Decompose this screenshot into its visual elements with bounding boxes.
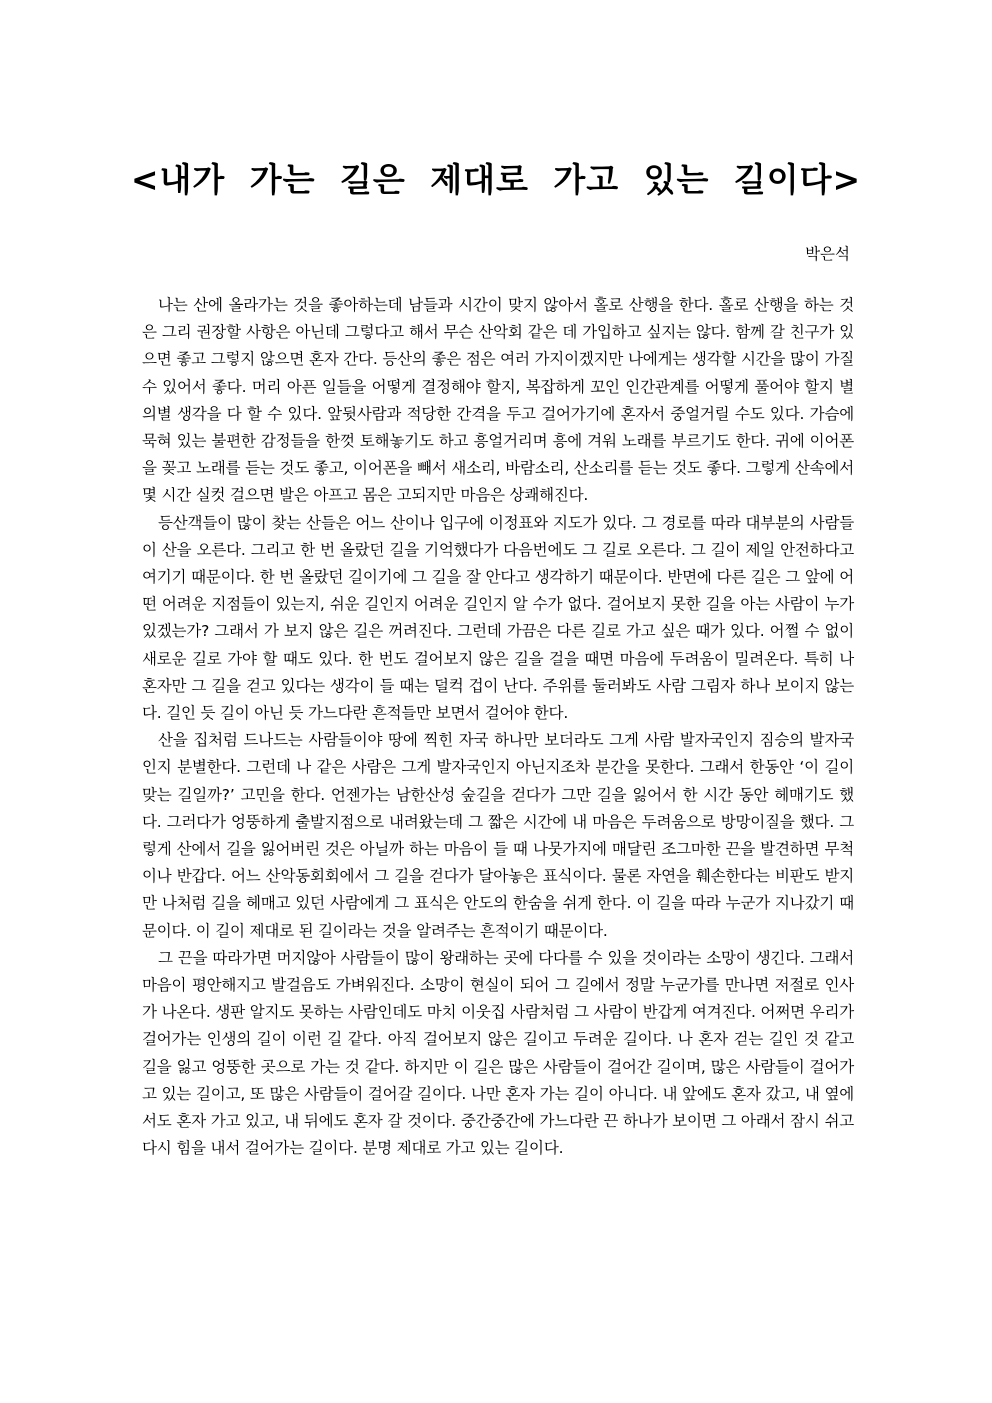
author-name: 박은석: [805, 245, 850, 263]
paragraph-2: 등산객들이 많이 찾는 산들은 어느 산이나 입구에 이정표와 지도가 있다. 그 경로를 따라 대부분의 사람들이 산을 오른다. 그리고 한 번 올랐던 길을 기억했다가 다음번에도 그 길로 오른다. 그 길이 제일 안전하다고 여기기 때문이다. 한 번 올랐던 길이기에 그 길을 잘 안다고 생각하기 때문이다. 반면에 다른 길은 그 앞에 어떤 어려운 지점들이 있는지, 쉬운 길인지 어려운 길인지 알 수가 없다. 걸어보지 못한 길을 아는 사람이 누가 있겠는가? 그래서 가 보지 않은 길은 꺼려진다. 그런데 가끔은 다른 길로 가고 싶은 때가 있다. 어쩔 수 없이 새로운 길로 가야 할 때도 있다. 한 번도 걸어보지 않은 길을 걸을 때면 마음에 두려움이 밀려온다. 특히 나 혼자만 그 길을 걷고 있다는 생각이 들 때는 덜컥 겁이 난다. 주위를 둘러봐도 사람 그림자 하나 보이지 않는다. 길인 듯 길이 아닌 듯 가느다란 흔적들만 보면서 걸어야 한다.: [142, 513, 854, 723]
paragraph-1: 나는 산에 올라가는 것을 좋아하는데 남들과 시간이 맞지 않아서 홀로 산행을 한다. 홀로 산행을 하는 것은 그리 권장할 사항은 아닌데 그렇다고 해서 무슨 산악회 같은 데 가입하고 싶지는 않다. 함께 갈 친구가 있으면 좋고 그렇지 않으면 혼자 간다. 등산의 좋은 점은 여러 가지이겠지만 나에게는 생각할 시간을 많이 가질 수 있어서 좋다. 머리 아픈 일들을 어떻게 결정해야 할지, 복잡하게 꼬인 인간관계를 어떻게 풀어야 할지 별의별 생각을 다 할 수 있다. 앞뒷사람과 적당한 간격을 두고 걸어가기에 혼자서 중얼거릴 수도 있다. 가슴에 묵혀 있는 불편한 감정들을 한껏 토해놓기도 하고 흥얼거리며 흥에 겨워 노래를 부르기도 한다. 귀에 이어폰을 꽂고 노래를 듣는 것도 좋고, 이어폰을 빼서 새소리, 바람소리, 산소리를 듣는 것도 좋다. 그렇게 산속에서 몇 시간 실컷 걸으면 발은 아프고 몸은 고되지만 마음은 상쾌해진다.: [142, 296, 855, 505]
paragraph-4: 그 끈을 따라가면 머지않아 사람들이 많이 왕래하는 곳에 다다를 수 있을 것이라는 소망이 생긴다. 그래서 마음이 평안해지고 발걸음도 가벼워진다. 소망이 현실이 되어 그 길에서 정말 누군가를 만나면 저절로 인사가 나온다. 생판 알지도 못하는 사람인데도 마치 이웃집 사람처럼 그 사람이 반갑게 여겨진다. 어쩌면 우리가 걸어가는 인생의 길이 이런 길 같다. 아직 걸어보지 않은 길이고 두려운 길이다. 나 혼자 걷는 길인 것 같고 길을 잃고 엉뚱한 곳으로 가는 것 같다. 하지만 이 길은 많은 사람들이 걸어간 길이며, 많은 사람들이 걸어가고 있는 길이고, 또 많은 사람들이 걸어갈 길이다. 나만 혼자 가는 길이 아니다. 내 앞에도 혼자 갔고, 내 옆에서도 혼자 가고 있고, 내 뒤에도 혼자 갈 것이다. 중간중간에 가느다란 끈 하나가 보이면 그 아래서 잠시 쉬고 다시 힘을 내서 걸어가는 길이다. 분명 제대로 가고 있는 길이다.: [142, 948, 854, 1158]
paragraph-3: 산을 집처럼 드나드는 사람들이야 땅에 찍힌 자국 하나만 보더라도 그게 사람 발자국인지 짐승의 발자국인지 분별한다. 그런데 나 같은 사람은 그게 발자국인지 아닌지조차 분간을 못한다. 그래서 한동안 ‘이 길이 맞는 길일까?’ 고민을 한다. 언젠가는 남한산성 숲길을 걷다가 그만 길을 잃어서 한 시간 동안 헤매기도 했다. 그러다가 엉뚱하게 출발지점으로 내려왔는데 그 짧은 시간에 내 마음은 두려움으로 방망이질을 했다. 그렇게 산에서 길을 잃어버린 것은 아닐까 하는 마음이 들 때 나뭇가지에 매달린 조그마한 끈을 발견하면 무척이나 반갑다. 어느 산악동회회에서 그 길을 걷다가 달아놓은 표식이다. 물론 자연을 훼손한다는 비판도 받지만 나처럼 길을 헤매고 있던 사람에게 그 표식은 안도의 한숨을 쉬게 한다. 이 길을 따라 누군가 지나갔기 때문이다. 이 길이 제대로 된 길이라는 것을 알려주는 흔적이기 때문이다.: [142, 731, 854, 940]
document-title: <내가 가는 길은 제대로 가고 있는 길이다>: [130, 160, 862, 199]
document-body: [142, 292, 854, 1163]
